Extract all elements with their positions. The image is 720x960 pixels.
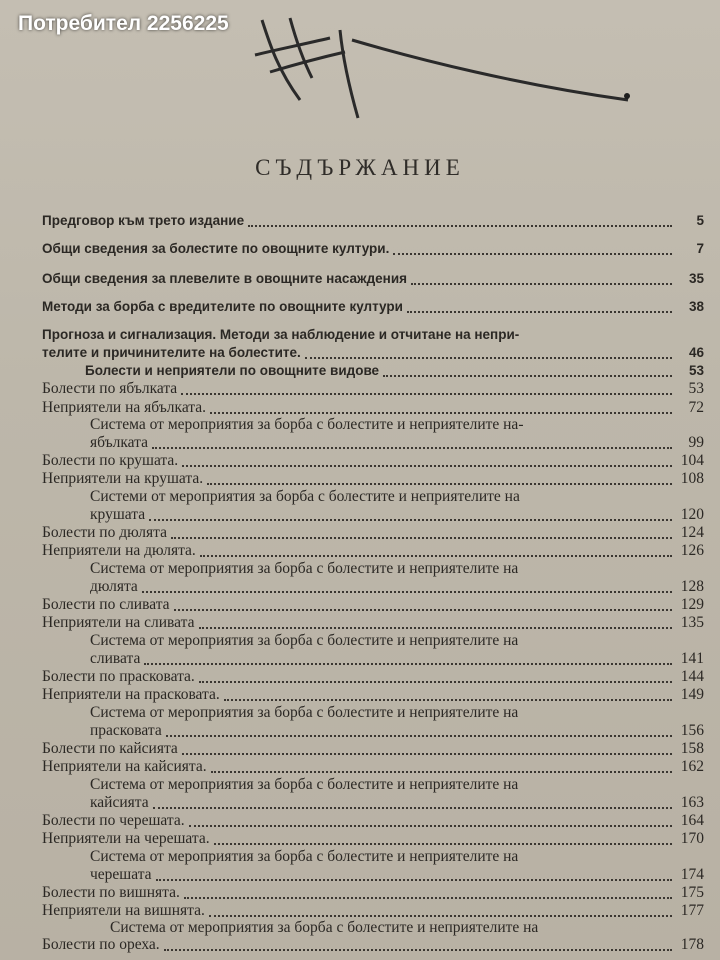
entry-title: Прогноза и сигнализация. Методи за наблюдение и отчитане на непри- [42, 327, 520, 342]
page-number: 124 [680, 524, 704, 541]
toc-entry [42, 380, 704, 398]
leader-dots [200, 554, 672, 557]
page-number: 162 [680, 758, 704, 775]
leader-dots [224, 698, 672, 701]
toc-entry [42, 758, 704, 776]
toc-entry [90, 434, 704, 452]
leader-dots [383, 374, 672, 377]
leader-dots [393, 252, 672, 255]
entry-title: Болести и неприятели по овощните видове [85, 363, 380, 378]
leader-dots [182, 464, 672, 467]
leader-dots [149, 518, 672, 521]
leader-dots [199, 626, 673, 629]
leader-dots [411, 282, 672, 285]
entry-title-cont: прасковата [90, 722, 162, 739]
page-number: 46 [688, 345, 704, 360]
page-number: 164 [680, 812, 704, 829]
page-number: 120 [680, 506, 704, 523]
toc-entry [42, 812, 704, 830]
page-number: 35 [688, 271, 704, 286]
toc-entry [42, 740, 704, 758]
leader-dots [189, 824, 672, 827]
entry-title-cont: дюлята [90, 578, 138, 595]
user-watermark: Потребител 2256225 [18, 12, 229, 35]
entry-title: Болести по черешата. [42, 812, 185, 829]
toc-entry [85, 362, 704, 380]
toc-entry [42, 344, 704, 362]
page-number: 163 [680, 794, 704, 811]
toc-entry [42, 614, 704, 632]
toc-entry [42, 240, 704, 258]
page-number: 38 [688, 299, 704, 314]
page-number: 174 [680, 866, 704, 883]
toc-entry [42, 884, 704, 902]
leader-dots [153, 806, 672, 809]
entry-title: Система от мероприятия за борба с болестите и неприятелите на [90, 848, 519, 865]
entry-title: Система от мероприятия за борба с болестите и неприятелите на- [90, 416, 524, 433]
toc-entry [42, 902, 704, 920]
page-number: 53 [688, 363, 704, 378]
page-number: 144 [680, 668, 704, 685]
page-number: 53 [688, 380, 704, 397]
entry-title: Болести по ябълката [42, 380, 178, 397]
page-number: 5 [696, 213, 704, 228]
leader-dots [164, 948, 672, 951]
leader-dots [248, 224, 672, 227]
leader-dots [166, 734, 672, 737]
entry-title: Болести по дюлята [42, 524, 167, 541]
toc-entry [90, 578, 704, 596]
entry-title-cont: кайсията [90, 794, 149, 811]
toc-entry [42, 542, 704, 560]
page-number: 99 [688, 434, 704, 451]
page-number: 126 [680, 542, 704, 559]
entry-title: Методи за борба с вредителите по овощните култури [42, 299, 403, 314]
page-number: 158 [680, 740, 704, 757]
toc-entry [90, 722, 704, 740]
leader-dots [184, 896, 672, 899]
leader-dots [174, 608, 672, 611]
page-number: 149 [680, 686, 704, 703]
page-number: 104 [680, 452, 704, 469]
toc-entry [42, 686, 704, 704]
leader-dots [156, 878, 672, 881]
entry-title: Предговор към трето издание [42, 213, 245, 228]
entry-title: Система от мероприятия за борба с болестите и неприятелите на [90, 776, 519, 793]
entry-title-cont: черешата [90, 866, 152, 883]
entry-title: Неприятели на крушата. [42, 470, 204, 487]
toc-entry [42, 270, 704, 288]
toc-entry [42, 399, 704, 417]
toc-entry [42, 524, 704, 542]
page-number: 7 [696, 241, 704, 256]
toc-entry [42, 596, 704, 614]
contents-title: СЪДЪРЖАНИЕ [255, 155, 465, 180]
entry-title: Общи сведения за плевелите в овощните насаждения [42, 271, 408, 286]
entry-title: Система от мероприятия за борба с болестите и неприятелите на [110, 919, 539, 936]
entry-title-cont: крушата [90, 506, 146, 523]
leader-dots [211, 770, 672, 773]
leader-dots [142, 590, 672, 593]
entry-title: Неприятели на сливата [42, 614, 195, 631]
page-number: 129 [680, 596, 704, 613]
entry-title: Общи сведения за болестите по овощните култури. [42, 241, 390, 256]
page-number: 156 [680, 722, 704, 739]
toc-entry [90, 506, 704, 524]
page-number: 177 [680, 902, 704, 919]
entry-title: Система от мероприятия за борба с болестите и неприятелите на [90, 704, 519, 721]
toc-entry [90, 794, 704, 812]
leader-dots [171, 536, 672, 539]
page-number: 178 [680, 936, 704, 953]
toc-entry [42, 668, 704, 686]
toc-entry [90, 866, 704, 884]
leader-dots [181, 392, 672, 395]
entry-title: Болести по вишнята. [42, 884, 180, 901]
leader-dots [199, 680, 672, 683]
page-number: 135 [680, 614, 704, 631]
toc-entry [42, 470, 704, 488]
page-number: 175 [680, 884, 704, 901]
toc-entry [42, 936, 704, 954]
page-number: 141 [680, 650, 704, 667]
entry-title: Система от мероприятия за борба с болестите и неприятелите на [90, 560, 519, 577]
toc-entry [42, 212, 704, 230]
entry-title: Болести по крушата. [42, 452, 179, 469]
toc-entry [42, 298, 704, 316]
page-number: 128 [680, 578, 704, 595]
entry-title: Болести по сливата [42, 596, 170, 613]
leader-dots [305, 356, 672, 359]
leader-dots [209, 914, 672, 917]
leader-dots [182, 752, 672, 755]
entry-title: Неприятели на кайсията. [42, 758, 207, 775]
entry-title: Неприятели на вишнята. [42, 902, 205, 919]
leader-dots [207, 482, 672, 485]
page-number: 170 [680, 830, 704, 847]
leader-dots [144, 662, 672, 665]
entry-title: Болести по ореха. [42, 936, 160, 953]
entry-title: Неприятели на прасковата. [42, 686, 220, 703]
leader-dots [152, 446, 672, 449]
leader-dots [210, 411, 672, 414]
toc-entry [42, 830, 704, 848]
entry-title-cont: телите и причинителите на болестите. [42, 345, 301, 360]
entry-title: Неприятели на ябълката. [42, 399, 207, 416]
entry-title: Системи от мероприятия за борба с болестите и неприятелите на [90, 488, 520, 505]
leader-dots [214, 842, 672, 845]
entry-title: Болести по прасковата. [42, 668, 195, 685]
toc-entry [42, 452, 704, 470]
entry-title: Система от мероприятия за борба с болестите и неприятелите на [90, 632, 519, 649]
entry-title-cont: сливата [90, 650, 141, 667]
toc-entry [90, 650, 704, 668]
entry-title: Болести по кайсията [42, 740, 178, 757]
page-number: 108 [680, 470, 704, 487]
leader-dots [407, 310, 672, 313]
entry-title: Неприятели на дюлята. [42, 542, 196, 559]
page-number: 72 [688, 399, 704, 416]
entry-title-cont: ябълката [90, 434, 148, 451]
entry-title: Неприятели на черешата. [42, 830, 210, 847]
